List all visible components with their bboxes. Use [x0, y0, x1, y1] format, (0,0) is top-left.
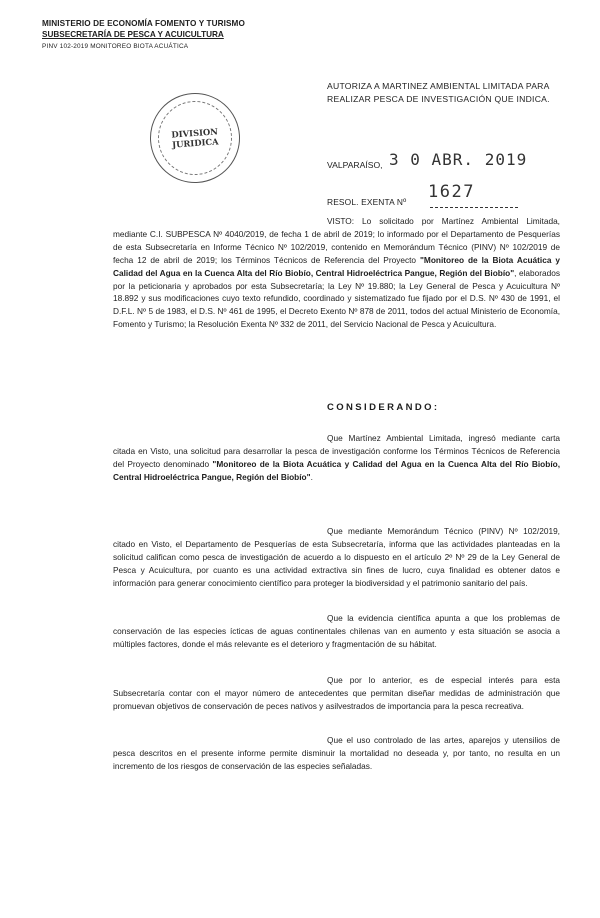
division-juridica-stamp	[147, 90, 243, 186]
considerando-2: Que mediante Memorándum Técnico (PINV) Nº 102/2019, citado en Visto, el Departamento de Pesquerías de esta Subsecretaría, informa que las actividades planteadas en la solicitud califican como pesca de investigación de acuerdo a lo dispuesto en el artículo 2º Nº 29 de la Ley General de Pesca y Acuicultura, por cuanto es una actividad extractiva sin fines de lucro, cuya finalidad es obtener datos e información para generar conocimiento científico para proteger la biodiversidad y el patrimonio sanitario del país.	[113, 526, 560, 588]
stamp-line-1: DIVISION	[171, 126, 219, 140]
visto-text-2: , elaborados por la peticionaria y aprobados por esta Subsecretaría; la Ley Nº 19.880; la Ley General de Pesca y Acuicultura Nº 18.892 y sus modificaciones cuyo texto refundido, coordinado y sistematizado fue fijado por el D.S. Nº 430 de 1991, el D.F.L. Nº 5 de 1983, el D.S. Nº 461 de 1995, el Decreto Exento Nº 878 de 2011, todos del actual Ministerio de Economía, Fomento y Turismo; la Resolución Exenta Nº 332 de 2011, del Servicio Nacional de Pesca y Acuicultura.	[113, 267, 561, 330]
c1-text-1: Que Martínez Ambiental Limitada, ingresó mediante carta citada en Visto, una solicitud para desarrollar la pesca de investigación conforme los Términos Técnicos de Referencia del Proyecto denominado	[113, 433, 560, 469]
document-reference: PINV 102-2019 MONITOREO BIOTA ACUÁTICA	[42, 43, 189, 50]
considerando-4: Que por lo anterior, es de especial interés para esta Subsecretaría contar con el mayor número de antecedentes que permitan diseñar medidas de administración que promuevan objetivos de conservación de peces nativos y asilvestrados de importancia para la pesca recreativa.	[113, 675, 560, 711]
visto-project-name: "Monitoreo de la Biota Acuática y Calidad del Agua en la Cuenca Alta del Río Biobío, Central Hidroeléctrica Pangue, Región del Biobío"	[113, 254, 561, 278]
resolution-subject: AUTORIZA A MARTINEZ AMBIENTAL LIMITADA PARA REALIZAR PESCA DE INVESTIGACIÓN QUE INDICA.	[327, 81, 550, 104]
letterhead	[42, 18, 245, 52]
c1-text-2: .	[310, 471, 313, 482]
subsecretaria-name: SUBSECRETARÍA DE PESCA Y ACUICULTURA	[42, 30, 224, 39]
ministry-name: MINISTERIO DE ECONOMÍA FOMENTO Y TURISMO	[42, 19, 245, 28]
resolution-number-line	[430, 207, 518, 208]
considerando-1	[113, 432, 560, 484]
visto-label: VISTO:	[327, 216, 355, 226]
resolution-date: 3 0 ABR. 2019	[389, 150, 528, 169]
considerando-5: Que el uso controlado de las artes, aparejos y utensilios de pesca descritos en el presente informe permite disminuir la mortalidad no deseada y, por tanto, no resulta en un incremento de los riesgos de conservación de las especies señaladas.	[113, 735, 560, 771]
considerando-heading: CONSIDERANDO:	[327, 402, 440, 413]
resolution-label: RESOL. EXENTA Nº	[327, 197, 407, 207]
c1-project-name: "Monitoreo de la Biota Acuática y Calidad del Agua en la Cuenca Alta del Río Biobío, Central Hidroeléctrica Pangue, Región del Biobío"	[113, 458, 560, 482]
considerando-3: Que la evidencia científica apunta a que los problemas de conservación de las especies ícticas de aguas continentales chilenas van en aumento y esta situación se asocia a múltiples factores, donde el más relevante es el deterioro y fragmentación de su hábitat.	[113, 613, 560, 649]
place-label: VALPARAÍSO,	[327, 160, 383, 170]
visto-paragraph	[113, 215, 560, 331]
stamp-line-2: JURIDICA	[171, 136, 219, 150]
resolution-number: 1627	[428, 182, 475, 202]
visto-text-1: Lo solicitado por Martínez Ambiental Limitada, mediante C.I. SUBPESCA Nº 4040/2019, de fecha 1 de abril de 2019; lo informado por el Departamento de Pesquerías de esta Subsecretaría en Informe Técnico Nº 102/2019, contenido en Memorándum Técnico (PINV) Nº 102/2019 de fecha 12 de abril de 2019; los Términos Técnicos de Referencia del Proyecto	[113, 216, 560, 265]
